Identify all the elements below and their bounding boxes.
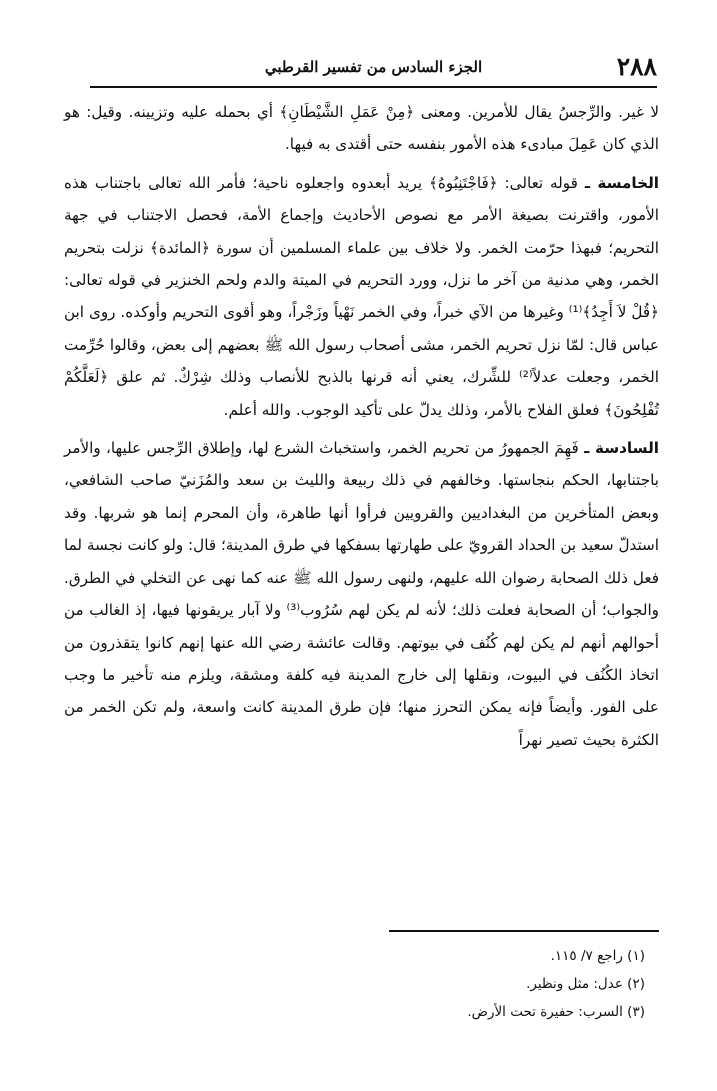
issue-label-fifth: الخامسة ـ — [584, 173, 659, 192]
paragraph-text: لا غير. والرِّجسُ يقال للأمرين. ومعنى ﴿مِنْ عَمَلِ الشَّيْطَانِ﴾ أي بحمله عليه وتزيينه. وقيل: هو الذي كان عَمِلَ مبادىء هذه الأمور بنفسه حتى أقتدى به فيها. — [64, 103, 659, 154]
paragraph-text: قوله تعالى: ﴿فَاجْتَنِبُوهُ﴾ يريد أبعدوه واجعلوه ناحية؛ فأمر الله تعالى باجتناب هذه الأمور، واقترنت بصيغة الأمر مع نصوص الأحاديث وإجماع الأمة، فحصل الاجتناب في جهة التحريم؛ فبهذا حرّمت الخمر. ولا خلاف بين علماء المسلمين أن سورة ﴿المائدة﴾ نزلت بتحريم الخمر، وهي مدنية من آخر ما نزل، وورد التحريم في الميتة والدم ولحم الخنزير في قوله تعالى: ﴿قُلْ لاَ أَجِدُ﴾⁽¹⁾ وغيرها من الآي خبراً، وفي الخمر نَهْياً وزَجْراً، وهو أقوى التحريم وأوكده. روى ابن عباس قال: لمّا نزل تحريم الخمر، مشى أصحاب رسول الله ﷺ بعضهم إلى بعض، وقالوا حُرِّمت الخمر، وجعلت عدلاً⁽²⁾ للشِّرك، يعني أنه قرنها بالذبح للأنصاب وذلك شِرْكٌ. ثم علق ﴿لَعَلَّكُمْ تُفْلِحُونَ﴾ فعلق الفلاح بالأمر، وذلك يدلّ على تأكيد الوجوب. والله أعلم. — [64, 173, 659, 419]
footnotes — [225, 942, 645, 1026]
footnote-divider — [389, 930, 659, 932]
paragraph-text: فَهِمَ الجمهورُ من تحريم الخمر، واستخباث الشرع لها، وإطلاق الرِّجس عليها، والأمر باجتنابها، الحكم بنجاستها. وخالفهم في ذلك ربيعة والليث بن سعد والمُزَنيّ صاحب الشافعي، وبعض المتأخرين من البغداديين والقرويين فرأوا أنها طاهرة، وأن المحرم إنما هو شربها. وقد استدلّ سعيد بن الحداد القرويّ على طهارتها بسفكها في طرق المدينة؛ قال: ولو كانت نجسة لما فعل ذلك الصحابة رضوان الله عليهم، ولنهى رسول الله ﷺ عنه كما نهى عن التخلي في الطرق. والجواب؛ أن الصحابة فعلت ذلك؛ لأنه لم يكن لهم سُرُوب⁽³⁾ ولا آبار يريقونها فيها، إذ الغالب من أحوالهم أنهم لم يكن لهم كُنُف في بيوتهم. وقالت عائشة رضي الله عنها إنهم كانوا يتقذرون من اتخاذ الكُنُف في البيوت، ونقلها إلى خارج المدينة فيه كلفة ومشقة، ويلزم منه تأخير ما وجب على الفور. وأيضاً فإنه يمكن التحرز منها؛ فإن طرق المدينة كانت واسعة، ولم تكن الخمر من الكثرة بحيث تصير نهراً — [64, 439, 659, 749]
footnote-1: (١) راجع ٧/ ١١٥. — [550, 948, 645, 964]
page-number: ٢٨٨ — [616, 52, 657, 81]
paragraph-fifth-issue — [64, 167, 659, 426]
running-title: الجزء السادس من تفسير القرطبي — [264, 58, 483, 76]
main-text — [64, 96, 659, 756]
paragraph-sixth-issue — [64, 432, 659, 756]
footnote-2: (٢) عدل: مثل ونظير. — [526, 976, 645, 992]
page-header — [90, 50, 657, 88]
issue-label-sixth: السادسة ـ — [584, 439, 659, 458]
paragraph-continuation — [64, 96, 659, 161]
footnote-3: (٣) السرب: حفيرة تحت الأرض. — [467, 1004, 645, 1020]
